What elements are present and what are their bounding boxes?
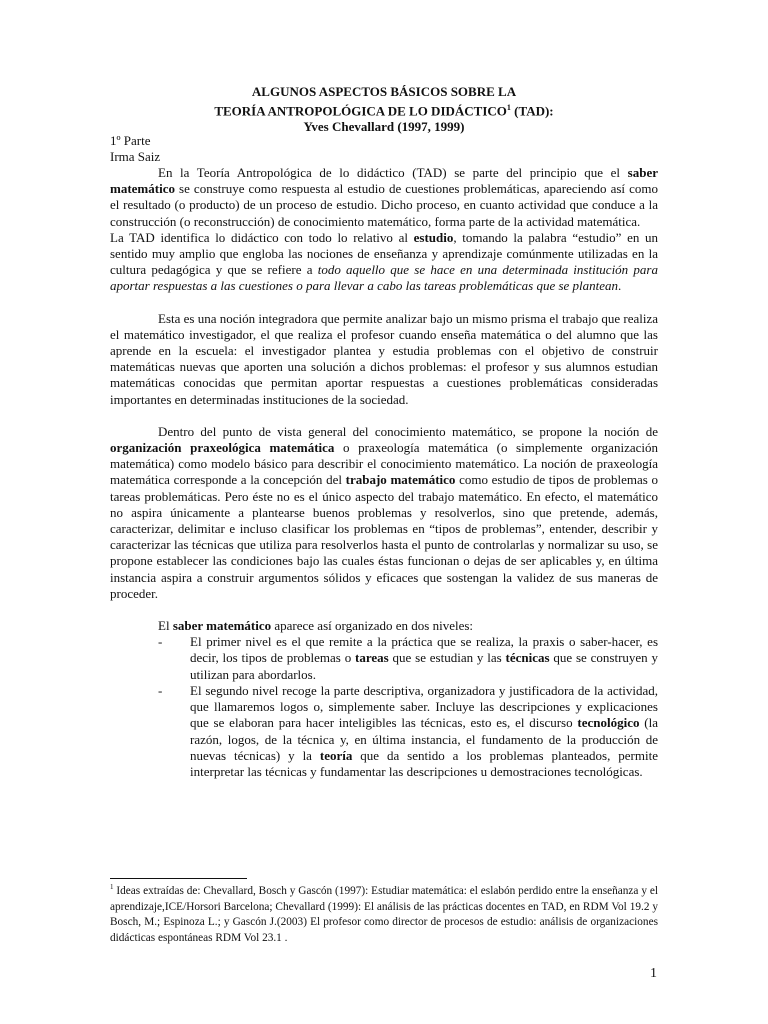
footnote-number: 1 xyxy=(110,883,114,891)
paragraph-4: Dentro del punto de vista general del conocimiento matemático, se propone la noción de organización praxeológica matemática o praxeología matemática (o simplemente organización matemática) como modelo básico para describir el conocimiento matemático. La noción de praxeología matemática corresponde a la concepción del trabajo matemático como estudio de tipos de problemas o tareas problemáticas. Pero éste no es el único aspecto del trabajo matemático. En efecto, el matemático no aspira únicamente a plantearse buenos problemas y resolverlos, sino que pretende, además, caracterizar, delimitar e incluso clasificar los problemas en “tipos de problemas”, entender, describir y caracterizar las técnicas que utiliza para resolverlos hasta el punto de controlarlas y normalizar su uso, se propone establecer las condiciones bajo las cuales éstas funcionan o dejas de ser aplicables y, en última instancia aspira a construir argumentos sólidos y eficaces que sostengan la validez de sus maneras de proceder. xyxy=(110,423,658,601)
dash-bullet: - xyxy=(158,634,163,650)
footnote xyxy=(110,880,658,947)
list-item: - El segundo nivel recoge la parte descriptiva, organizadora y justificadora de la actividad, que llamaremos logos o, simplemente saber. Incluye las descripciones y explicaciones que se elaboran para hacer inteligibles las técnicas, esto es, el discurso tecnológico (la razón, logos, de la técnica y, en última instancia, el fundamento de la producción de nuevas técnicas) y la teoría que da sentido a los problemas planteados, permite interpretar las técnicas y fundamentar las descripciones u demostraciones tecnológicas. xyxy=(158,682,658,779)
page-number: 1 xyxy=(650,966,657,981)
document-title xyxy=(110,84,658,135)
paragraph-3: Esta es una noción integradora que permite analizar bajo un mismo prisma el trabajo que realiza el matemático investigador, el que realiza el profesor cuando enseña matemática o del alumno que las aprende en la escuela: el investigador plantea y estudia problemas con el objetivo de construir matemáticas nuevas que aporten una solución a dichos problemas: el profesor y sus alumnos estudian matemáticas conocidas que permitan aportar respuestas a cuestiones problemáticas consideradas importantes en determinadas instituciones de la sociedad. xyxy=(110,310,658,407)
author-name: Irma Saiz xyxy=(110,149,161,164)
part-label: 1º Parte xyxy=(110,133,151,148)
footnote-divider xyxy=(110,878,247,879)
document-meta xyxy=(110,133,160,165)
dash-bullet: - xyxy=(158,682,163,698)
paragraph-5: El saber matemático aparece así organizado en dos niveles: xyxy=(158,618,474,634)
title-line-3: Yves Chevallard (1997, 1999) xyxy=(303,119,465,135)
document-body xyxy=(110,165,658,780)
footnote-ref[interactable]: 1 xyxy=(506,103,511,112)
paragraph-2: La TAD identifica lo didáctico con todo lo relativo al estudio, tomando la palabra “estudio” en un sentido muy amplio que engloba las nociones de enseñanza y aprendizaje comúnmente utilizadas en la cultura pedagógica y que se refiere a todo aquello que se hace en una determinada institución para aportar respuestas a las cuestiones o para llevar a cabo las tareas problemáticas que se plantean. xyxy=(110,229,658,294)
title-line-2: TEORÍA ANTROPOLÓGICA DE LO DIDÁCTICO$^1$ (TAD): xyxy=(214,103,554,119)
paragraph-1: En la Teoría Antropológica de lo didáctico (TAD) se parte del principio que el saber matemático se construye como respuesta al estudio de cuestiones problemáticas, apareciendo así como el resultado (o producto) de un proceso de estudio. Dicho proceso, en cuanto actividad que conduce a la construcción (o reconstrucción) de conocimiento matemático, forma parte de la actividad matemática. xyxy=(110,165,658,229)
list-item: - El primer nivel es el que remite a la práctica que se realiza, la praxis o saber-hacer, es decir, los tipos de problemas o tareas que se estudian y las técnicas que se construyen y utilizan para abordarlos. xyxy=(158,634,658,682)
levels-list xyxy=(110,634,658,780)
title-line-1: ALGUNOS ASPECTOS BÁSICOS SOBRE LA xyxy=(251,84,517,99)
footnote-text: Ideas extraídas de: Chevallard, Bosch y Gascón (1997): Estudiar matemática: el eslabón perdido entre la enseñanza y el aprendizaje,ICE/Horsori Barcelona; Chevallard (1999): El análisis de las prácticas docentes en TAD, en RDM Vol 19.2 y Bosch, M.; Espinoza L.; y Gascón J.(2003) El profesor como director de procesos de estudio: análisis de organizaciones didácticas espontáneas RDM Vol 23.1 . xyxy=(110,884,658,945)
